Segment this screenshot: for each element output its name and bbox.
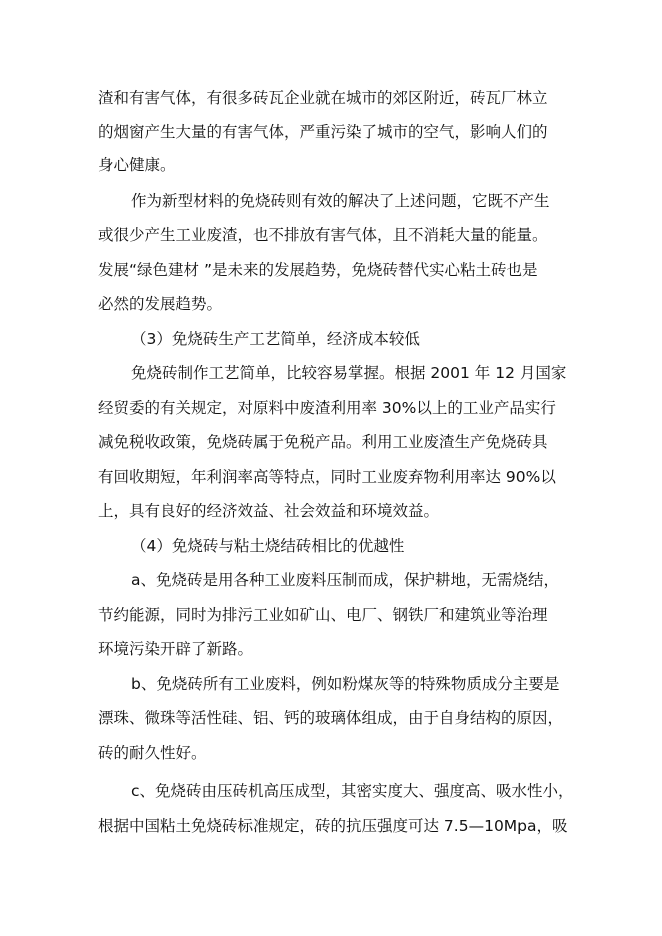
text-line: 身心健康。 <box>98 156 176 174</box>
text-line: 上，具有良好的经济效益、社会效益和环境效益。 <box>98 502 440 520</box>
text-line: 免烧砖制作工艺简单，比较容易掌握。根据 2001 年 12 月国家 <box>131 364 567 382</box>
text-line: a、免烧砖是用各种工业废料压制而成，保护耕地，无需烧结， <box>131 571 560 589</box>
text-line: 渣和有害气体，有很多砖瓦企业就在城市的郊区附近，砖瓦厂林立 <box>98 89 548 107</box>
text-line: 的烟窗产生大量的有害气体，严重污染了城市的空气，影响人们的 <box>98 123 548 141</box>
text-line: 节约能源，同时为排污工业如矿山、电厂、钢铁厂和建筑业等治理 <box>98 606 548 624</box>
text-line: 有回收期短，年利润率高等特点，同时工业废弃物利用率达 90%以 <box>98 468 556 486</box>
section-heading: （4）免烧砖与粘土烧结砖相比的优越性 <box>131 537 405 555</box>
text-line: 砖的耐久性好。 <box>98 744 207 762</box>
text-line: b、免烧砖所有工业废料，例如粉煤灰等的特殊物质成分主要是 <box>131 675 560 693</box>
text-line: 或很少产生工业废渣，也不排放有害气体，且不消耗大量的能量。 <box>98 226 548 244</box>
text-line: c、免烧砖由压砖机高压成型，其密实度大、强度高、吸水性小， <box>131 782 574 800</box>
text-line: 根据中国粘土免烧砖标准规定，砖的抗压强度可达 7.5—10Mpa，吸 <box>98 817 568 835</box>
text-line: 减免税收政策，免烧砖属于免税产品。利用工业废渣生产免烧砖具 <box>98 433 548 451</box>
text-line: 漂珠、微珠等活性硅、铝、钙的玻璃体组成，由于自身结构的原因， <box>98 709 564 727</box>
section-heading: （3）免烧砖生产工艺简单，经济成本较低 <box>131 330 420 348</box>
text-line: 发展“绿色建材 ”是未来的发展趋势，免烧砖替代实心粘土砖也是 <box>98 261 538 279</box>
text-line: 作为新型材料的免烧砖则有效的解决了上述问题，它既不产生 <box>131 192 550 210</box>
text-line: 必然的发展趋势。 <box>98 295 223 313</box>
text-line: 环境污染开辟了新路。 <box>98 640 254 658</box>
text-line: 经贸委的有关规定，对原料中废渣利用率 30%以上的工业产品实行 <box>98 399 556 417</box>
